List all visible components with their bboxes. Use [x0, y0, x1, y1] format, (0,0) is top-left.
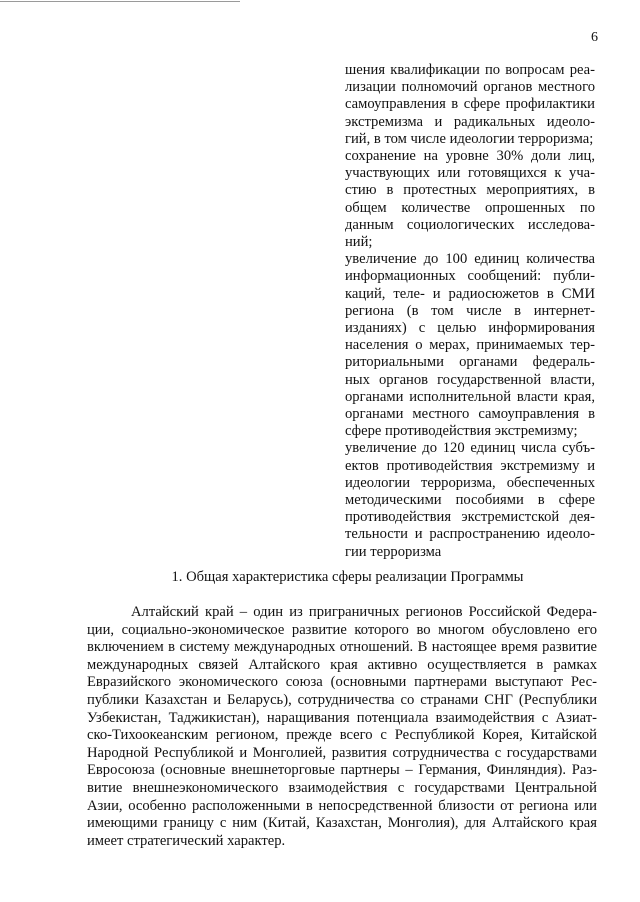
- paragraph-line: Азии, особенно расположенными в непосредственной близости от региона или: [87, 797, 597, 814]
- indicator-line: стию в протестных мероприятиях, в: [345, 182, 595, 199]
- indicator-line: лизации полномочий органов местного: [345, 79, 595, 96]
- paragraph-line: имеющими границу с ним (Китай, Казахстан, Монголия), для Алтайского края: [87, 815, 597, 832]
- indicator-line: шения квалификации по вопросам реа-: [345, 62, 595, 78]
- indicator-line: сохранение на уровне 30% доли лиц,: [345, 148, 595, 165]
- indicator-line: методическими пособиями в сфере: [345, 492, 595, 509]
- indicator-line: общем количестве опрошенных по: [345, 199, 595, 216]
- indicator-line: органами исполнительной власти края,: [345, 388, 595, 405]
- indicators-column: [345, 62, 595, 561]
- indicator-line: населения о мерах, принимаемых тер-: [345, 337, 595, 354]
- indicator-line: участвующих или готовящихся к уча-: [345, 165, 595, 182]
- indicator-line: ний;: [345, 234, 373, 251]
- indicator-line: гий, в том числе идеологии терроризма;: [345, 130, 594, 147]
- paragraph-line: Алтайский край – один из приграничных регионов Российской Федера-: [131, 604, 597, 620]
- indicator-line: гии терроризма: [345, 543, 442, 560]
- paragraph-line: включением в систему международных отношений. В настоящее время развитие: [87, 639, 597, 656]
- indicator-line: информационных сообщений: публи-: [345, 268, 595, 285]
- page-number: 6: [591, 30, 598, 45]
- section-heading: 1. Общая характеристика сферы реализации Программы: [171, 569, 524, 585]
- indicator-line: органами местного самоуправления в: [345, 406, 595, 423]
- indicator-line: противодействия экстремистской дея-: [345, 509, 595, 526]
- indicator-line: каций, теле- и радиосюжетов в СМИ: [345, 285, 595, 302]
- paragraph-line: Евразийского экономического союза (основными партнерами выступают Рес-: [87, 674, 597, 691]
- indicator-line: увеличение до 120 единиц числа субъ-: [345, 440, 595, 457]
- paragraph-line: публики Казахстан и Беларусь), сотрудничества со странами СНГ (Республики: [87, 691, 597, 708]
- paragraph-line: Узбекистан, Таджикистан), наращивания потенциала взаимодействия с Азиат-: [87, 709, 597, 726]
- indicator-line: данным социологических исследова-: [345, 216, 595, 233]
- paragraph-line: Народной Республикой и Монголией, развития сотрудничества с государствами: [87, 744, 597, 761]
- paragraph-line: Евросоюза (основные внешнеторговые партнеры – Германия, Финляндия). Раз-: [87, 762, 597, 779]
- indicator-line: идеологии терроризма, обеспеченных: [345, 474, 595, 491]
- indicator-line: самоуправления в сфере профилактики: [345, 96, 595, 113]
- paragraph-line: витие внешнеэкономического взаимодействия с государствами Центральной: [87, 779, 597, 796]
- section-paragraph: [87, 604, 597, 850]
- indicator-line: сфере противодействия экстремизму;: [345, 423, 578, 440]
- indicator-line: изданиях) с целью информирования: [345, 320, 595, 337]
- indicator-line: риториальными органами федераль-: [345, 354, 595, 371]
- indicator-line: тельности и распространению идеоло-: [345, 526, 595, 543]
- indicator-line: региона (в том числе в интернет-: [345, 302, 595, 319]
- paragraph-line: международных связей Алтайского края активно осуществляется в рамках: [87, 656, 597, 673]
- indicator-line: ных органов государственной власти,: [345, 371, 595, 388]
- paragraph-line: имеет стратегический характер.: [87, 832, 286, 849]
- indicator-line: увеличение до 100 единиц количества: [345, 251, 595, 268]
- indicator-line: экстремизма и радикальных идеоло-: [345, 113, 595, 130]
- paragraph-line: ции, социально-экономическое развитие которого во многом обусловлено его: [87, 621, 597, 638]
- scan-edge-line: [0, 1, 240, 2]
- indicator-line: ектов противодействия экстремизму и: [345, 457, 595, 474]
- paragraph-line: ско-Тихоокеанским регионом, прежде всего с Республикой Корея, Китайской: [87, 727, 597, 744]
